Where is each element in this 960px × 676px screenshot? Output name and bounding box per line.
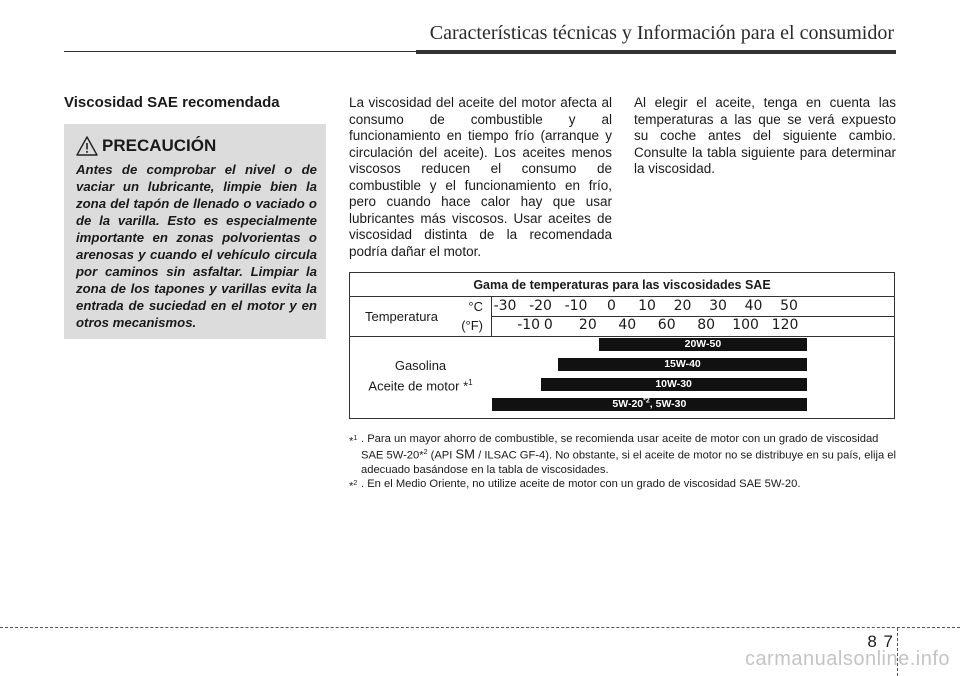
fahrenheit-scale <box>492 317 894 336</box>
watermark: carmanualsonline.info <box>744 648 950 670</box>
celsius-scale <box>492 298 894 317</box>
viscosity-table <box>349 272 895 419</box>
viscosity-bar-mark: *2 <box>643 397 650 405</box>
fahrenheit-tick: 80 <box>697 317 716 333</box>
viscosity-bar-label: 15W-40 <box>664 358 701 370</box>
viscosity-bar <box>492 398 807 411</box>
viscosity-bar-label: 10W-30 <box>655 378 692 390</box>
footnotes <box>349 432 897 493</box>
table-title: Gama de temperaturas para las viscosidades SAE <box>350 273 894 297</box>
viscosity-bar <box>541 378 807 391</box>
viscosity-bar <box>558 358 807 371</box>
celsius-tick: 50 <box>780 298 798 314</box>
engine-oil-label <box>350 357 491 394</box>
fahrenheit-tick: 60 <box>657 317 676 333</box>
page-number: 8 7 <box>867 632 894 651</box>
celsius-tick: 40 <box>744 298 763 314</box>
fahrenheit-tick: 40 <box>618 317 637 333</box>
temperature-label: Temperatura <box>365 309 438 324</box>
temperature-row <box>350 297 894 337</box>
caution-text: Antes de comprobar el nivel o de vaciar un lubricante, limpie bien la zona del tapón de llenado o vaciado o de la varilla. Esto es especialmente importante en zonas polvorientas o arenosas y cuando el vehículo circula por caminos sin asfaltar. Limpiar la zona de los tapones y varillas evita la entrada de suciedad en el motor y en otros mecanismos. <box>76 162 317 330</box>
celsius-tick: -30 <box>493 298 517 314</box>
viscosity-bar-label: 5W-20 <box>612 398 644 410</box>
celsius-tick: -20 <box>529 298 552 314</box>
celsius-unit: °C <box>468 299 483 314</box>
viscosity-bar <box>599 338 807 351</box>
caution-box <box>64 124 326 339</box>
footnote-2: *$^2$ . En el Medio Oriente, no utilize aceite de motor con un grado de viscosidad SAE 5W-20. <box>349 477 801 493</box>
viscosity-bar-suffix: , 5W-30 <box>649 398 687 410</box>
fahrenheit-tick: 100 <box>732 317 759 333</box>
footnote-1: *$^1$ . Para un mayor ahorro de combustible, se recomienda usar aceite de motor con un grado de viscosidad SAE 5W-20*$^2$ (API SM / ILSAC GF-4). No obstante, si el aceite de motor no se distribuye en su país, elija el adecuado basándose en la tabla de viscosidades. <box>349 433 896 476</box>
body-text-middle: La viscosidad del aceite del motor afecta al consumo de combustible y al funcionamiento en tiempo frío (arranque y circulación del aceite). Los aceites menos viscosos reducen el consumo de combustible y el funcionamiento en frío, pero cuando hace calor hay que usar lubricantes más viscosos. Usar aceites de viscosidad distinta de la recomendada podría dañar el motor. <box>349 95 612 259</box>
running-header: Características técnicas y Información para el consumidor <box>429 22 894 44</box>
celsius-tick: 30 <box>709 298 727 314</box>
celsius-tick: 10 <box>638 298 656 314</box>
section-title: Viscosidad SAE recomendada <box>64 94 280 111</box>
viscosity-bar-label: 20W-50 <box>684 338 722 350</box>
footnote-mark-1: 1 <box>468 378 473 387</box>
engine-oil-text: Aceite de motor * <box>368 378 469 394</box>
fahrenheit-tick: 0 <box>543 317 553 333</box>
footer-rule <box>0 627 960 628</box>
celsius-tick: 20 <box>673 298 692 314</box>
body-text-right: Al elegir el aceite, tenga en cuenta las temperaturas a las que se verá expuesto su coche antes del siguiente cambio. Consulte la tabla siguiente para determinar la viscosidad. <box>634 95 896 176</box>
celsius-tick: 0 <box>607 298 616 314</box>
celsius-tick: -10 <box>564 298 588 314</box>
fahrenheit-tick: 20 <box>578 317 597 333</box>
header-rule <box>64 50 896 54</box>
warning-triangle-icon <box>76 136 98 156</box>
gasoline-label: Gasolina <box>394 358 447 373</box>
fahrenheit-tick: 120 <box>771 317 799 333</box>
fahrenheit-unit: (°F) <box>461 318 483 333</box>
caution-label: PRECAUCIÓN <box>102 136 217 155</box>
fahrenheit-tick: -10 <box>517 317 541 333</box>
